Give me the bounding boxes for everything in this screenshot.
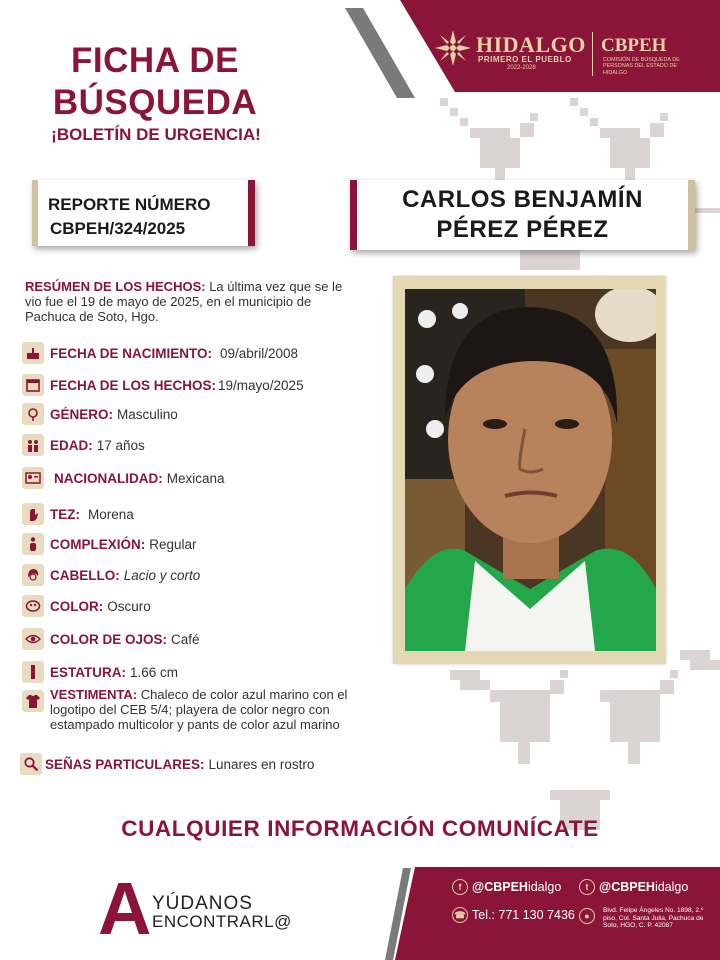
report-label: REPORTE NÚMERO bbox=[48, 195, 211, 214]
phone-icon: ☎ bbox=[452, 907, 468, 923]
hair-value: Lacio y corto bbox=[123, 567, 201, 583]
eye-color-label: COLOR DE OJOS: bbox=[50, 631, 168, 647]
location-icon: ● bbox=[579, 908, 595, 924]
campaign-logo-letter: A bbox=[98, 867, 152, 950]
phone-number: Tel.: 771 130 7436 bbox=[472, 908, 575, 922]
clothing-row bbox=[22, 688, 352, 732]
clothing-label: VESTIMENTA: bbox=[50, 687, 138, 702]
header-accent-stripe bbox=[345, 8, 415, 98]
twitter-icon: t bbox=[579, 879, 595, 895]
height-row bbox=[22, 660, 178, 684]
marks-row bbox=[20, 752, 314, 776]
marks-value: Lunares en rostro bbox=[208, 756, 315, 772]
age-label: EDAD: bbox=[50, 437, 93, 453]
height-label: ESTATURA: bbox=[50, 664, 126, 680]
call-to-action: CUALQUIER INFORMACIÓN COMUNÍCATE bbox=[121, 816, 599, 841]
twitter-handle-rest: idalgo bbox=[654, 880, 689, 894]
facebook-icon: f bbox=[452, 879, 468, 895]
cake-icon bbox=[22, 342, 44, 364]
gender-icon bbox=[22, 403, 44, 425]
age-value: 17 años bbox=[96, 437, 145, 453]
twitter-link[interactable] bbox=[579, 879, 688, 895]
nationality-label: NACIONALIDAD: bbox=[54, 470, 163, 486]
person-name-line-2: PÉREZ PÉREZ bbox=[436, 216, 609, 243]
brand-name: HIDALGO bbox=[476, 32, 586, 57]
nationality-row bbox=[22, 466, 225, 490]
report-number-box bbox=[32, 180, 255, 246]
brand-tagline: PRIMERO EL PUEBLO bbox=[478, 55, 572, 64]
office-address: Blvd. Felipe Ángeles No. 1898, 2.º piso, Col. Santa Julia, Pachuca de Soto, HGO, C. P. 42087 bbox=[603, 907, 704, 930]
skin-row bbox=[22, 502, 134, 526]
summary-label: RESÚMEN DE LOS HECHOS bbox=[25, 279, 202, 294]
campaign-line-2: ENCONTRARL@ bbox=[152, 912, 292, 931]
ruler-icon bbox=[22, 661, 44, 683]
person-name-line-1: CARLOS BENJAMÍN bbox=[402, 186, 643, 213]
birth-date-label: FECHA DE NACIMIENTO: bbox=[50, 345, 212, 361]
clothing-text bbox=[50, 688, 352, 732]
person-name-box bbox=[350, 180, 695, 250]
hand-icon bbox=[22, 503, 44, 525]
age-row bbox=[22, 433, 145, 457]
magnifier-icon bbox=[20, 753, 42, 775]
birth-date-row bbox=[22, 341, 298, 365]
eye-color-row bbox=[22, 627, 200, 651]
phone-link[interactable] bbox=[452, 907, 575, 923]
eye-color-value: Café bbox=[171, 631, 200, 647]
agency-full-name: COMISIÓN DE BÚSQUEDA DE PERSONAS DEL ESTADO DE HIDALGO bbox=[603, 57, 680, 76]
hair-label: CABELLO: bbox=[50, 567, 120, 583]
event-date-label: FECHA DE LOS HECHOS: bbox=[50, 377, 217, 393]
clothing-value: Chaleco de color azul marino con el logotipo del CEB 5/4; playera de color negro con estampado multicolor y pants de color azul marino bbox=[50, 687, 348, 732]
shirt-icon bbox=[22, 690, 44, 712]
title-line-2: BÚSQUEDA bbox=[52, 83, 258, 122]
body-icon bbox=[22, 533, 44, 555]
urgency-subtitle: ¡BOLETÍN DE URGENCIA! bbox=[51, 125, 261, 144]
event-date-row bbox=[22, 373, 304, 397]
id-card-icon bbox=[22, 467, 44, 489]
page-title bbox=[30, 40, 280, 124]
facebook-link[interactable] bbox=[452, 879, 561, 895]
gender-row bbox=[22, 402, 178, 426]
hair-icon bbox=[22, 564, 44, 586]
color-row bbox=[22, 594, 151, 618]
person-portrait-illustration bbox=[405, 289, 656, 651]
marks-label: SEÑAS PARTICULARES: bbox=[45, 756, 205, 772]
facebook-handle-bold: @CBPEH bbox=[472, 880, 528, 894]
build-value: Regular bbox=[149, 536, 197, 552]
gender-value: Masculino bbox=[117, 406, 178, 422]
title-line-1: FICHA DE bbox=[71, 41, 239, 80]
summary-text: La última vez que se le vio fue el 19 de mayo de 2025, en el municipio de Pachuca de Soto, Hgo. bbox=[25, 279, 343, 324]
person-photo bbox=[405, 289, 656, 651]
color-label: COLOR: bbox=[50, 598, 104, 614]
facebook-handle-rest: idalgo bbox=[527, 880, 562, 894]
summary-section: RESÚMEN DE LOS HECHOS: La última vez que se le vio fue el 19 de mayo de 2025, en el municipio de Pachuca de Soto, Hgo. bbox=[25, 279, 343, 324]
calendar-icon bbox=[22, 374, 44, 396]
agency-acronym: CBPEH bbox=[601, 35, 667, 56]
hidalgo-star-logo-icon bbox=[435, 30, 471, 66]
gender-label: GÉNERO: bbox=[50, 406, 114, 422]
location-pin bbox=[579, 908, 599, 924]
report-number: CBPEH/324/2025 bbox=[50, 219, 186, 238]
hair-row bbox=[22, 563, 200, 587]
campaign-line-1: YÚDANOS bbox=[152, 893, 253, 914]
people-icon bbox=[22, 434, 44, 456]
build-label: COMPLEXIÓN: bbox=[50, 536, 146, 552]
eye-icon bbox=[22, 628, 44, 650]
nationality-value: Mexicana bbox=[166, 470, 225, 486]
color-value: Oscuro bbox=[107, 598, 151, 614]
height-value: 1.66 cm bbox=[130, 664, 179, 680]
skin-label: TEZ: bbox=[50, 506, 80, 522]
skin-value: Morena bbox=[88, 506, 134, 522]
birth-date-value: 09/abril/2008 bbox=[220, 345, 299, 361]
brand-years: 2022-2028 bbox=[507, 65, 536, 71]
header-divider bbox=[592, 32, 593, 76]
build-row bbox=[22, 532, 197, 556]
palette-icon bbox=[22, 595, 44, 617]
event-date-value: 19/mayo/2025 bbox=[218, 377, 304, 393]
twitter-handle-bold: @CBPEH bbox=[599, 880, 655, 894]
